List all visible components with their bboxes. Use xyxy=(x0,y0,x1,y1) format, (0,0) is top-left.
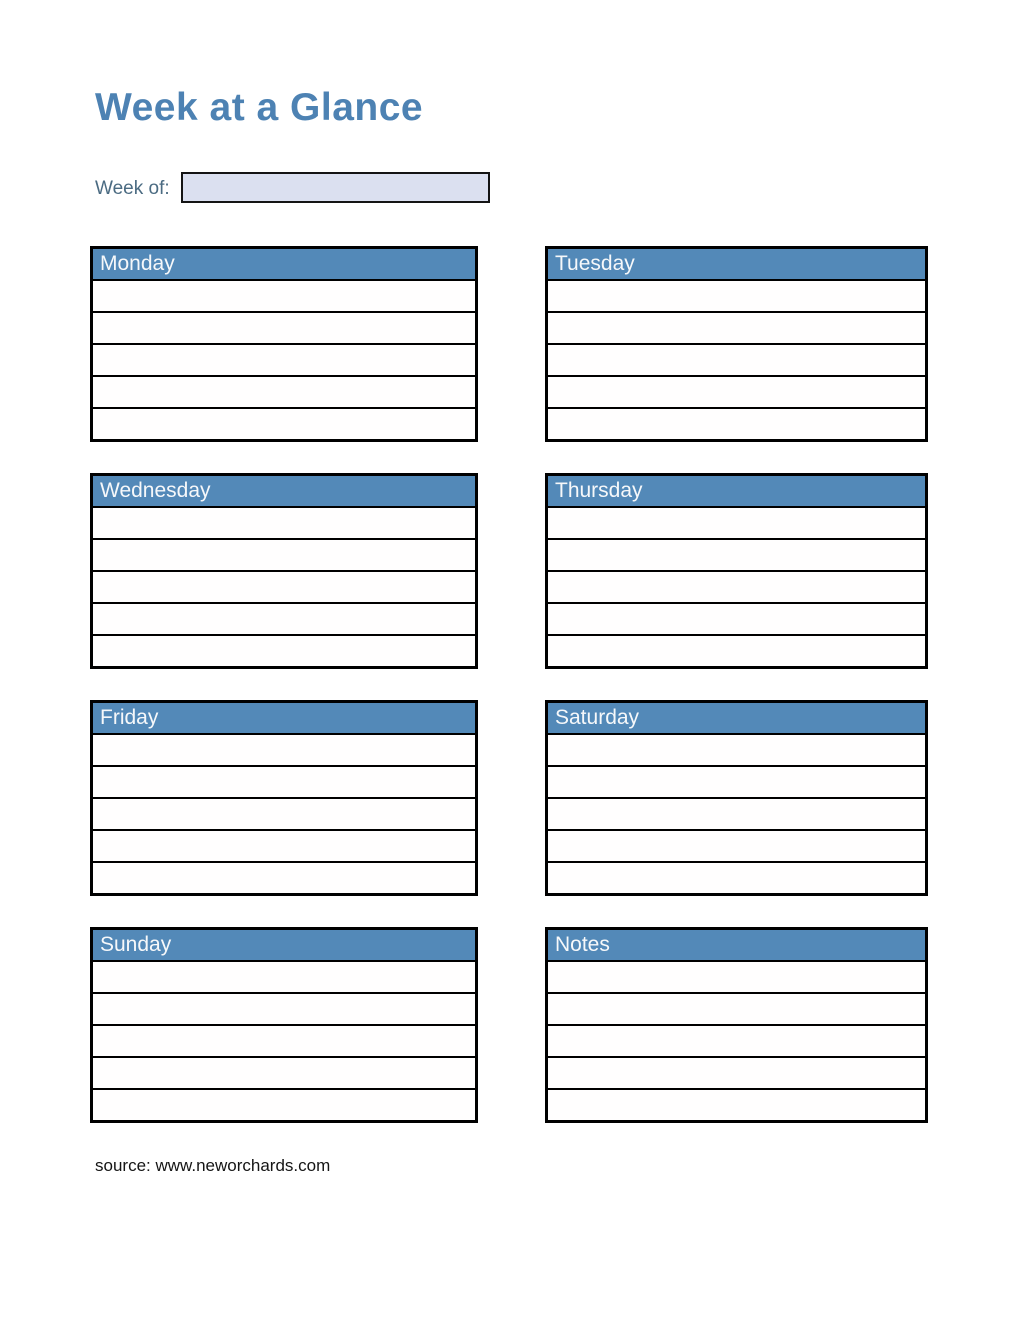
week-of-label: Week of: xyxy=(95,178,170,199)
week-tables-grid xyxy=(90,246,928,1123)
entry-row[interactable] xyxy=(93,636,475,666)
entry-row[interactable] xyxy=(548,735,925,767)
day-title: Monday xyxy=(100,252,175,275)
entry-row[interactable] xyxy=(548,508,925,540)
entry-row[interactable] xyxy=(548,863,925,893)
entry-row[interactable] xyxy=(548,377,925,409)
entry-row[interactable] xyxy=(548,313,925,345)
day-title: Saturday xyxy=(555,706,640,729)
day-header-tuesday xyxy=(548,249,925,281)
entry-row[interactable] xyxy=(93,345,475,377)
day-title: Wednesday xyxy=(100,479,211,502)
entry-row[interactable] xyxy=(93,377,475,409)
entry-row[interactable] xyxy=(548,409,925,439)
day-card-sunday xyxy=(90,927,478,1123)
entry-row[interactable] xyxy=(548,281,925,313)
entry-row[interactable] xyxy=(93,508,475,540)
entry-row[interactable] xyxy=(93,863,475,893)
entry-row[interactable] xyxy=(548,636,925,666)
day-header-thursday xyxy=(548,476,925,508)
entry-row[interactable] xyxy=(548,799,925,831)
entry-row[interactable] xyxy=(548,604,925,636)
entry-row[interactable] xyxy=(93,767,475,799)
entry-row[interactable] xyxy=(93,735,475,767)
day-title: Sunday xyxy=(100,933,172,956)
entry-row[interactable] xyxy=(548,962,925,994)
entry-row[interactable] xyxy=(548,994,925,1026)
day-title: Tuesday xyxy=(555,252,635,275)
entry-row[interactable] xyxy=(93,1026,475,1058)
day-header-saturday xyxy=(548,703,925,735)
entry-row[interactable] xyxy=(93,962,475,994)
entry-row[interactable] xyxy=(548,1026,925,1058)
week-of-input[interactable] xyxy=(181,172,490,203)
notes-card xyxy=(545,927,928,1123)
day-card-saturday xyxy=(545,700,928,896)
entry-row[interactable] xyxy=(548,572,925,604)
day-card-friday xyxy=(90,700,478,896)
day-card-wednesday xyxy=(90,473,478,669)
entry-row[interactable] xyxy=(548,1058,925,1090)
entry-row[interactable] xyxy=(548,767,925,799)
entry-row[interactable] xyxy=(93,313,475,345)
entry-row[interactable] xyxy=(93,540,475,572)
entry-row[interactable] xyxy=(93,409,475,439)
entry-row[interactable] xyxy=(93,1058,475,1090)
entry-row[interactable] xyxy=(93,994,475,1026)
entry-row[interactable] xyxy=(548,1090,925,1120)
notes-header xyxy=(548,930,925,962)
entry-row[interactable] xyxy=(93,831,475,863)
day-header-monday xyxy=(93,249,475,281)
page-title: Week at a Glance xyxy=(95,86,424,129)
day-header-sunday xyxy=(93,930,475,962)
day-card-thursday xyxy=(545,473,928,669)
source-attribution: source: www.neworchards.com xyxy=(95,1156,331,1175)
day-header-wednesday xyxy=(93,476,475,508)
day-title: Notes xyxy=(555,933,610,956)
day-title: Thursday xyxy=(555,479,643,502)
day-header-friday xyxy=(93,703,475,735)
entry-row[interactable] xyxy=(548,345,925,377)
entry-row[interactable] xyxy=(93,799,475,831)
day-title: Friday xyxy=(100,706,159,729)
day-card-tuesday xyxy=(545,246,928,442)
entry-row[interactable] xyxy=(93,281,475,313)
entry-row[interactable] xyxy=(548,831,925,863)
entry-row[interactable] xyxy=(548,540,925,572)
entry-row[interactable] xyxy=(93,572,475,604)
day-card-monday xyxy=(90,246,478,442)
entry-row[interactable] xyxy=(93,1090,475,1120)
entry-row[interactable] xyxy=(93,604,475,636)
